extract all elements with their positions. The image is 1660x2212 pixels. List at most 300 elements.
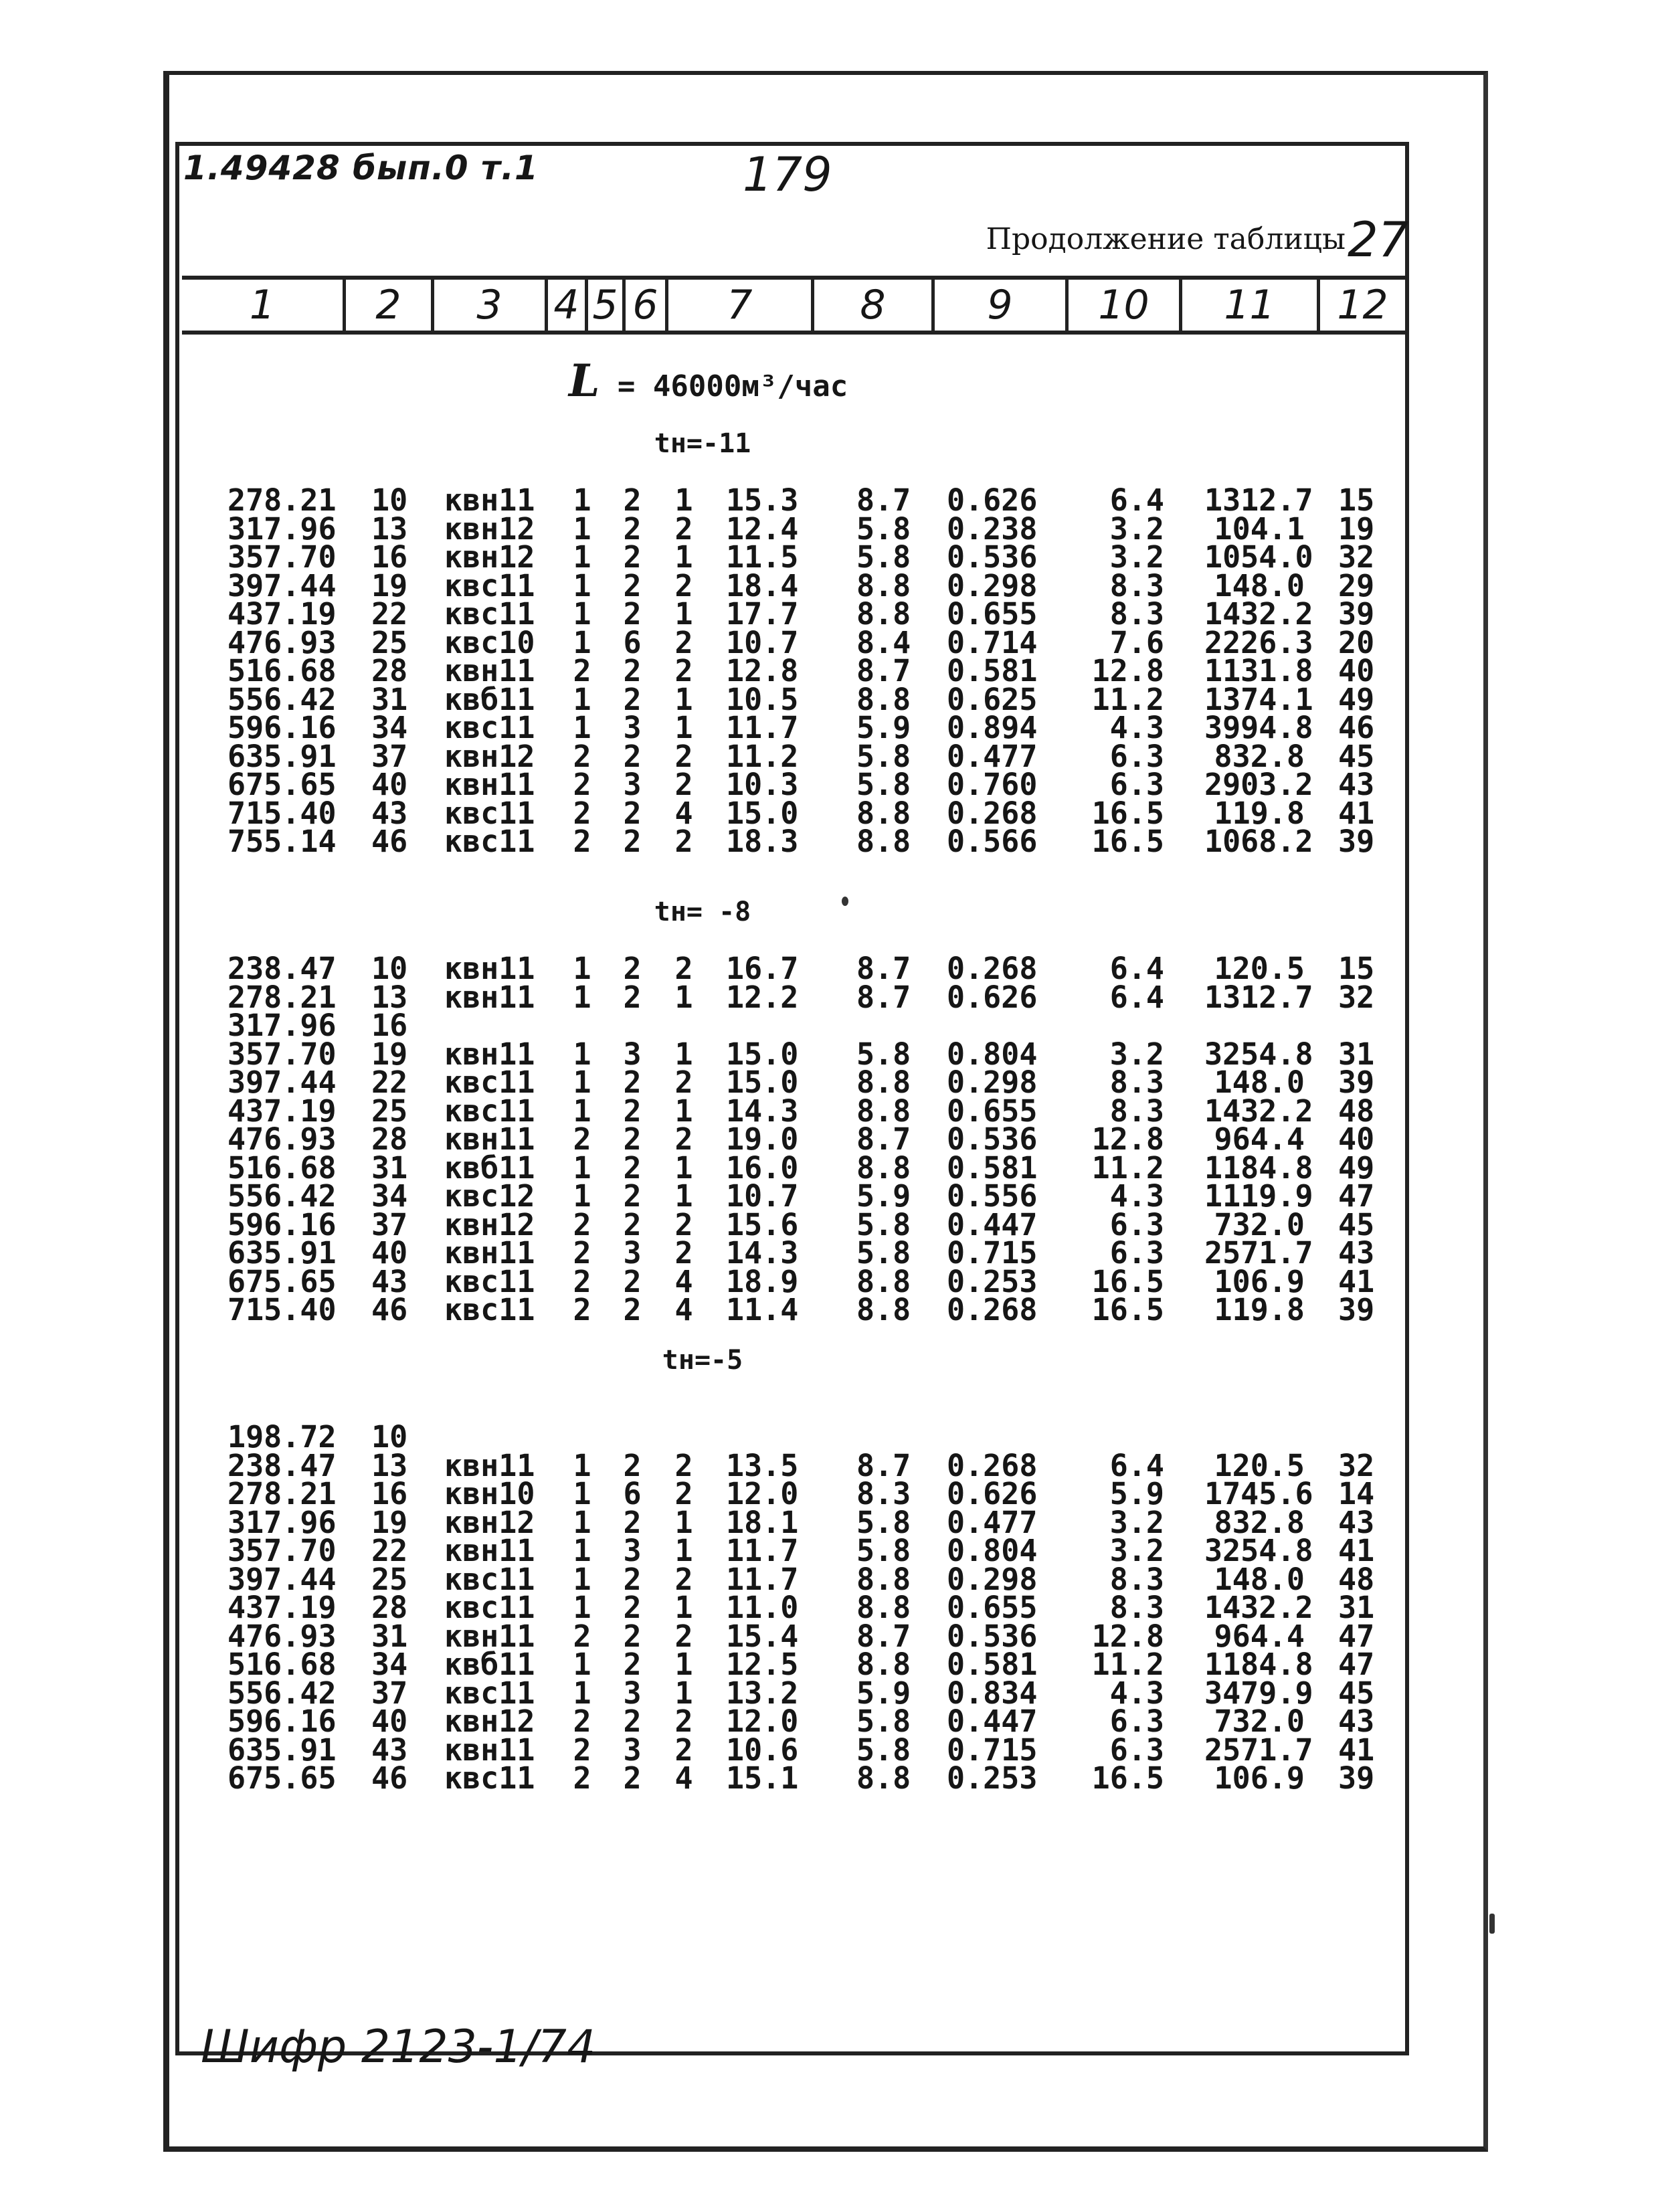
cell-col-9: 0.626 xyxy=(947,482,1038,518)
cell-col-3: квн12 xyxy=(444,539,535,575)
table-row xyxy=(0,653,1660,688)
cell-col-12: 39 xyxy=(1338,596,1375,632)
column-header-5: 5 xyxy=(585,280,622,331)
cell-col-11: 120.5 xyxy=(1214,951,1305,986)
cell-col-2: 46 xyxy=(371,1760,408,1796)
cell-col-5: 2 xyxy=(623,682,642,717)
cell-col-4: 1 xyxy=(573,539,591,575)
table-caption: Продолжение таблицы xyxy=(986,222,1346,256)
cell-col-4: 1 xyxy=(573,710,591,745)
cell-col-1: 556.42 xyxy=(227,682,337,717)
cell-col-12: 32 xyxy=(1338,1448,1375,1483)
table-number: 27 xyxy=(1348,211,1409,268)
cell-col-7: 15.6 xyxy=(726,1207,799,1242)
cell-col-6: 2 xyxy=(674,1703,693,1739)
cell-col-7: 18.4 xyxy=(726,568,799,604)
cell-col-10: 11.2 xyxy=(1091,1647,1164,1682)
cell-col-10: 8.3 xyxy=(1109,1562,1164,1597)
cell-col-12: 41 xyxy=(1338,1533,1375,1568)
cell-col-4: 2 xyxy=(573,1703,591,1739)
table-row xyxy=(0,1150,1660,1186)
cell-col-3: квс11 xyxy=(444,1292,535,1327)
table-row xyxy=(0,1121,1660,1157)
cell-col-3: квн10 xyxy=(444,1476,535,1511)
cell-col-6: 2 xyxy=(674,1562,693,1597)
cell-col-5: 2 xyxy=(623,1619,642,1654)
cell-col-7: 10.5 xyxy=(726,682,799,717)
cell-col-5: 6 xyxy=(623,625,642,660)
table-row xyxy=(0,1008,1660,1043)
cell-col-6: 1 xyxy=(674,980,693,1015)
cell-col-8: 8.8 xyxy=(856,1647,911,1682)
cell-col-1: 675.65 xyxy=(227,1264,337,1299)
cell-col-12: 49 xyxy=(1338,1150,1375,1186)
cell-col-4: 1 xyxy=(573,625,591,660)
cell-col-6: 2 xyxy=(674,739,693,774)
section-title: tн= -8 xyxy=(654,897,751,927)
table-row xyxy=(0,625,1660,660)
cell-col-4: 2 xyxy=(573,1760,591,1796)
cell-col-7: 19.0 xyxy=(726,1121,799,1157)
cell-col-12: 40 xyxy=(1338,1121,1375,1157)
table-row xyxy=(0,596,1660,632)
cell-col-10: 16.5 xyxy=(1091,1292,1164,1327)
cell-col-8: 8.8 xyxy=(856,596,911,632)
cell-col-7: 15.1 xyxy=(726,1760,799,1796)
cell-col-5: 2 xyxy=(623,980,642,1015)
cell-col-5: 2 xyxy=(623,1121,642,1157)
cell-col-3: квн12 xyxy=(444,1505,535,1540)
cell-col-7: 10.6 xyxy=(726,1732,799,1768)
cell-col-10: 6.4 xyxy=(1109,980,1164,1015)
cell-col-4: 1 xyxy=(573,1562,591,1597)
cell-col-2: 10 xyxy=(371,482,408,518)
cell-col-8: 5.8 xyxy=(856,1207,911,1242)
cell-col-11: 3254.8 xyxy=(1204,1533,1313,1568)
cell-col-8: 5.8 xyxy=(856,1732,911,1768)
table-row xyxy=(0,1448,1660,1483)
cell-col-6: 4 xyxy=(674,1760,693,1796)
cell-col-12: 15 xyxy=(1338,951,1375,986)
cell-col-1: 516.68 xyxy=(227,1647,337,1682)
cell-col-9: 0.804 xyxy=(947,1533,1038,1568)
cell-col-1: 556.42 xyxy=(227,1178,337,1214)
cell-col-12: 39 xyxy=(1338,1292,1375,1327)
cell-col-4: 2 xyxy=(573,1235,591,1271)
cell-col-9: 0.536 xyxy=(947,539,1038,575)
cell-col-5: 2 xyxy=(623,539,642,575)
cell-col-3: квб11 xyxy=(444,682,535,717)
cell-col-8: 8.7 xyxy=(856,951,911,986)
cell-col-8: 5.9 xyxy=(856,1178,911,1214)
cell-col-11: 1312.7 xyxy=(1204,482,1313,518)
cell-col-5: 2 xyxy=(623,1065,642,1100)
table-row xyxy=(0,767,1660,802)
section-title: tн=-11 xyxy=(654,428,751,459)
cell-col-12: 45 xyxy=(1338,739,1375,774)
cell-col-4: 1 xyxy=(573,1178,591,1214)
cell-col-3: квн11 xyxy=(444,951,535,986)
cell-col-2: 46 xyxy=(371,824,408,859)
table-row xyxy=(0,1647,1660,1682)
cell-col-9: 0.655 xyxy=(947,1590,1038,1625)
cell-col-9: 0.556 xyxy=(947,1178,1038,1214)
cell-col-1: 238.47 xyxy=(227,1448,337,1483)
cell-col-4: 2 xyxy=(573,1619,591,1654)
cell-col-8: 5.8 xyxy=(856,1703,911,1739)
cell-col-9: 0.626 xyxy=(947,980,1038,1015)
cell-col-7: 10.3 xyxy=(726,767,799,802)
cell-col-10: 16.5 xyxy=(1091,796,1164,831)
cell-col-2: 13 xyxy=(371,511,408,547)
cell-col-2: 13 xyxy=(371,1448,408,1483)
cell-col-6: 1 xyxy=(674,1533,693,1568)
table-row xyxy=(0,1292,1660,1327)
cell-col-1: 317.96 xyxy=(227,1505,337,1540)
cell-col-7: 11.7 xyxy=(726,710,799,745)
cell-col-1: 675.65 xyxy=(227,767,337,802)
cell-col-12: 43 xyxy=(1338,767,1375,802)
cell-col-7: 15.0 xyxy=(726,1065,799,1100)
table-row xyxy=(0,1562,1660,1597)
cell-col-6: 2 xyxy=(674,653,693,688)
cell-col-8: 5.8 xyxy=(856,1036,911,1072)
cell-col-12: 47 xyxy=(1338,1178,1375,1214)
cell-col-5: 2 xyxy=(623,482,642,518)
cell-col-4: 1 xyxy=(573,1675,591,1711)
cell-col-2: 22 xyxy=(371,596,408,632)
cell-col-12: 45 xyxy=(1338,1675,1375,1711)
cell-col-8: 5.8 xyxy=(856,739,911,774)
cell-col-1: 476.93 xyxy=(227,1121,337,1157)
cell-col-3: квс11 xyxy=(444,1562,535,1597)
cell-col-11: 104.1 xyxy=(1214,511,1305,547)
cell-col-11: 1432.2 xyxy=(1204,1590,1313,1625)
cell-col-10: 7.6 xyxy=(1109,625,1164,660)
cell-col-10: 6.3 xyxy=(1109,739,1164,774)
cell-col-3: квн11 xyxy=(444,1036,535,1072)
table-row xyxy=(0,1760,1660,1796)
table-row xyxy=(0,739,1660,774)
cell-col-11: 106.9 xyxy=(1214,1264,1305,1299)
table-row xyxy=(0,1675,1660,1711)
cell-col-4: 1 xyxy=(573,1065,591,1100)
cell-col-2: 43 xyxy=(371,1264,408,1299)
cell-col-7: 12.5 xyxy=(726,1647,799,1682)
cell-col-1: 755.14 xyxy=(227,824,337,859)
cell-col-8: 8.8 xyxy=(856,824,911,859)
cell-col-6: 2 xyxy=(674,767,693,802)
cell-col-11: 148.0 xyxy=(1214,1065,1305,1100)
cell-col-12: 45 xyxy=(1338,1207,1375,1242)
cell-col-11: 120.5 xyxy=(1214,1448,1305,1483)
cell-col-8: 8.7 xyxy=(856,482,911,518)
table-row xyxy=(0,1207,1660,1242)
cell-col-8: 8.8 xyxy=(856,1760,911,1796)
cell-col-2: 43 xyxy=(371,796,408,831)
cell-col-1: 635.91 xyxy=(227,1732,337,1768)
cell-col-10: 6.4 xyxy=(1109,1448,1164,1483)
cell-col-10: 16.5 xyxy=(1091,1264,1164,1299)
cell-col-2: 28 xyxy=(371,1590,408,1625)
cell-col-1: 635.91 xyxy=(227,1235,337,1271)
cell-col-4: 2 xyxy=(573,1121,591,1157)
cell-col-5: 2 xyxy=(623,1292,642,1327)
cell-col-9: 0.268 xyxy=(947,796,1038,831)
cell-col-10: 11.2 xyxy=(1091,1150,1164,1186)
cell-col-3: квс11 xyxy=(444,710,535,745)
cell-col-8: 5.8 xyxy=(856,767,911,802)
cell-col-4: 1 xyxy=(573,1150,591,1186)
page-number: 179 xyxy=(743,147,832,202)
cell-col-7: 14.3 xyxy=(726,1093,799,1129)
cell-col-4: 1 xyxy=(573,951,591,986)
cell-col-11: 1131.8 xyxy=(1204,653,1313,688)
cell-col-11: 732.0 xyxy=(1214,1207,1305,1242)
table-row xyxy=(0,482,1660,518)
cell-col-1: 596.16 xyxy=(227,1703,337,1739)
table-row xyxy=(0,1419,1660,1455)
cell-col-9: 0.447 xyxy=(947,1207,1038,1242)
cell-col-10: 8.3 xyxy=(1109,596,1164,632)
section-title: tн=-5 xyxy=(662,1345,743,1376)
cell-col-5: 2 xyxy=(623,1703,642,1739)
cell-col-4: 1 xyxy=(573,482,591,518)
cell-col-8: 8.8 xyxy=(856,1065,911,1100)
cell-col-5: 2 xyxy=(623,739,642,774)
cell-col-8: 8.8 xyxy=(856,682,911,717)
cell-col-7: 14.3 xyxy=(726,1235,799,1271)
column-header-10: 10 xyxy=(1065,280,1179,331)
cell-col-9: 0.581 xyxy=(947,653,1038,688)
cell-col-4: 1 xyxy=(573,1036,591,1072)
cell-col-10: 4.3 xyxy=(1109,710,1164,745)
cell-col-9: 0.760 xyxy=(947,767,1038,802)
cell-col-7: 13.5 xyxy=(726,1448,799,1483)
cell-col-8: 5.8 xyxy=(856,1533,911,1568)
cell-col-10: 8.3 xyxy=(1109,568,1164,604)
cell-col-8: 5.9 xyxy=(856,710,911,745)
cell-col-12: 20 xyxy=(1338,625,1375,660)
cipher-footer: Шифр 2123-1/74 xyxy=(201,2021,596,2073)
cell-col-3: квн12 xyxy=(444,1207,535,1242)
column-header-6: 6 xyxy=(622,280,665,331)
cell-col-1: 596.16 xyxy=(227,1207,337,1242)
cell-col-12: 41 xyxy=(1338,796,1375,831)
cell-col-2: 10 xyxy=(371,1419,408,1455)
cell-col-2: 13 xyxy=(371,980,408,1015)
cell-col-9: 0.253 xyxy=(947,1760,1038,1796)
cell-col-4: 1 xyxy=(573,1590,591,1625)
cell-col-6: 2 xyxy=(674,824,693,859)
cell-col-12: 47 xyxy=(1338,1647,1375,1682)
cell-col-2: 22 xyxy=(371,1065,408,1100)
cell-col-11: 832.8 xyxy=(1214,739,1305,774)
cell-col-5: 2 xyxy=(623,824,642,859)
column-header-7: 7 xyxy=(665,280,811,331)
cell-col-4: 1 xyxy=(573,1647,591,1682)
cell-col-5: 3 xyxy=(623,767,642,802)
cell-col-4: 2 xyxy=(573,1292,591,1327)
cell-col-9: 0.477 xyxy=(947,739,1038,774)
cell-col-7: 11.2 xyxy=(726,739,799,774)
cell-col-3: квн12 xyxy=(444,739,535,774)
table-row xyxy=(0,824,1660,859)
cell-col-2: 19 xyxy=(371,568,408,604)
cell-col-7: 15.3 xyxy=(726,482,799,518)
cell-col-11: 1312.7 xyxy=(1204,980,1313,1015)
cell-col-3: квс11 xyxy=(444,1675,535,1711)
cell-col-5: 2 xyxy=(623,653,642,688)
cell-col-6: 2 xyxy=(674,1065,693,1100)
cell-col-3: квн12 xyxy=(444,511,535,547)
table-row xyxy=(0,1703,1660,1739)
cell-col-3: квн11 xyxy=(444,1619,535,1654)
cell-col-3: квн11 xyxy=(444,1448,535,1483)
table-row xyxy=(0,1619,1660,1654)
cell-col-6: 2 xyxy=(674,1235,693,1271)
cell-col-3: квн11 xyxy=(444,1121,535,1157)
cell-col-2: 16 xyxy=(371,1008,408,1043)
cell-col-11: 148.0 xyxy=(1214,1562,1305,1597)
cell-col-2: 16 xyxy=(371,539,408,575)
cell-col-12: 41 xyxy=(1338,1732,1375,1768)
flow-value: = 46000м³/час xyxy=(617,369,848,403)
cell-col-1: 357.70 xyxy=(227,1533,337,1568)
cell-col-3: квн11 xyxy=(444,653,535,688)
cell-col-5: 3 xyxy=(623,1235,642,1271)
flow-symbol: L xyxy=(569,355,600,407)
cell-col-12: 32 xyxy=(1338,980,1375,1015)
cell-col-9: 0.581 xyxy=(947,1150,1038,1186)
cell-col-6: 2 xyxy=(674,568,693,604)
cell-col-7: 11.0 xyxy=(726,1590,799,1625)
cell-col-5: 2 xyxy=(623,1093,642,1129)
cell-col-10: 12.8 xyxy=(1091,1619,1164,1654)
cell-col-8: 8.8 xyxy=(856,1150,911,1186)
cell-col-12: 48 xyxy=(1338,1093,1375,1129)
cell-col-6: 4 xyxy=(674,796,693,831)
cell-col-6: 1 xyxy=(674,539,693,575)
cell-col-7: 12.2 xyxy=(726,980,799,1015)
cell-col-11: 3254.8 xyxy=(1204,1036,1313,1072)
cell-col-10: 4.3 xyxy=(1109,1178,1164,1214)
cell-col-9: 0.834 xyxy=(947,1675,1038,1711)
table-row xyxy=(0,1065,1660,1100)
cell-col-8: 8.4 xyxy=(856,625,911,660)
cell-col-12: 47 xyxy=(1338,1619,1375,1654)
cell-col-9: 0.298 xyxy=(947,568,1038,604)
cell-col-5: 3 xyxy=(623,1675,642,1711)
cell-col-11: 1745.6 xyxy=(1204,1476,1313,1511)
cell-col-2: 34 xyxy=(371,710,408,745)
cell-col-11: 1068.2 xyxy=(1204,824,1313,859)
cell-col-4: 1 xyxy=(573,1505,591,1540)
table-row xyxy=(0,511,1660,547)
cell-col-6: 2 xyxy=(674,951,693,986)
cell-col-11: 732.0 xyxy=(1214,1703,1305,1739)
cell-col-8: 8.8 xyxy=(856,1292,911,1327)
table-row xyxy=(0,951,1660,986)
cell-col-7: 11.7 xyxy=(726,1562,799,1597)
cell-col-9: 0.268 xyxy=(947,951,1038,986)
cell-col-3: квн11 xyxy=(444,1732,535,1768)
cell-col-11: 832.8 xyxy=(1214,1505,1305,1540)
cell-col-10: 3.2 xyxy=(1109,1505,1164,1540)
cell-col-8: 8.8 xyxy=(856,568,911,604)
cell-col-6: 1 xyxy=(674,1647,693,1682)
cell-col-10: 12.8 xyxy=(1091,1121,1164,1157)
cell-col-9: 0.298 xyxy=(947,1065,1038,1100)
cell-col-5: 2 xyxy=(623,951,642,986)
cell-col-9: 0.894 xyxy=(947,710,1038,745)
cell-col-12: 49 xyxy=(1338,682,1375,717)
column-header-8: 8 xyxy=(811,280,931,331)
cell-col-1: 635.91 xyxy=(227,739,337,774)
cell-col-6: 2 xyxy=(674,1121,693,1157)
cell-col-8: 5.8 xyxy=(856,1235,911,1271)
cell-col-5: 2 xyxy=(623,1647,642,1682)
cell-col-4: 1 xyxy=(573,1093,591,1129)
cell-col-11: 964.4 xyxy=(1214,1121,1305,1157)
cell-col-8: 8.7 xyxy=(856,1121,911,1157)
cell-col-1: 437.19 xyxy=(227,596,337,632)
cell-col-2: 25 xyxy=(371,1093,408,1129)
cell-col-2: 25 xyxy=(371,625,408,660)
cell-col-3: квс11 xyxy=(444,1590,535,1625)
cell-col-8: 8.3 xyxy=(856,1476,911,1511)
cell-col-7: 16.0 xyxy=(726,1150,799,1186)
cell-col-9: 0.536 xyxy=(947,1619,1038,1654)
cell-col-4: 1 xyxy=(573,1533,591,1568)
cell-col-3: квн11 xyxy=(444,1533,535,1568)
cell-col-7: 15.4 xyxy=(726,1619,799,1654)
table-row xyxy=(0,1732,1660,1768)
cell-col-9: 0.253 xyxy=(947,1264,1038,1299)
cell-col-3: квн11 xyxy=(444,1235,535,1271)
cell-col-1: 715.40 xyxy=(227,1292,337,1327)
table-row xyxy=(0,1093,1660,1129)
cell-col-7: 10.7 xyxy=(726,625,799,660)
cell-col-8: 8.7 xyxy=(856,980,911,1015)
cell-col-8: 8.7 xyxy=(856,1619,911,1654)
cell-col-10: 6.4 xyxy=(1109,951,1164,986)
cell-col-6: 1 xyxy=(674,1093,693,1129)
cell-col-2: 31 xyxy=(371,1150,408,1186)
cell-col-1: 357.70 xyxy=(227,539,337,575)
cell-col-12: 15 xyxy=(1338,482,1375,518)
cell-col-12: 43 xyxy=(1338,1703,1375,1739)
cell-col-2: 37 xyxy=(371,1207,408,1242)
column-header-11: 11 xyxy=(1179,280,1317,331)
cell-col-11: 1432.2 xyxy=(1204,596,1313,632)
cell-col-10: 6.3 xyxy=(1109,1207,1164,1242)
cell-col-6: 1 xyxy=(674,1036,693,1072)
table-row xyxy=(0,682,1660,717)
cell-col-5: 2 xyxy=(623,1590,642,1625)
cell-col-7: 16.7 xyxy=(726,951,799,986)
cell-col-1: 317.96 xyxy=(227,1008,337,1043)
cell-col-10: 16.5 xyxy=(1091,1760,1164,1796)
cell-col-5: 2 xyxy=(623,1448,642,1483)
cell-col-4: 1 xyxy=(573,1476,591,1511)
cell-col-8: 8.8 xyxy=(856,796,911,831)
cell-col-2: 43 xyxy=(371,1732,408,1768)
cell-col-2: 46 xyxy=(371,1292,408,1327)
cell-col-4: 1 xyxy=(573,682,591,717)
cell-col-11: 1184.8 xyxy=(1204,1647,1313,1682)
cell-col-10: 3.2 xyxy=(1109,511,1164,547)
